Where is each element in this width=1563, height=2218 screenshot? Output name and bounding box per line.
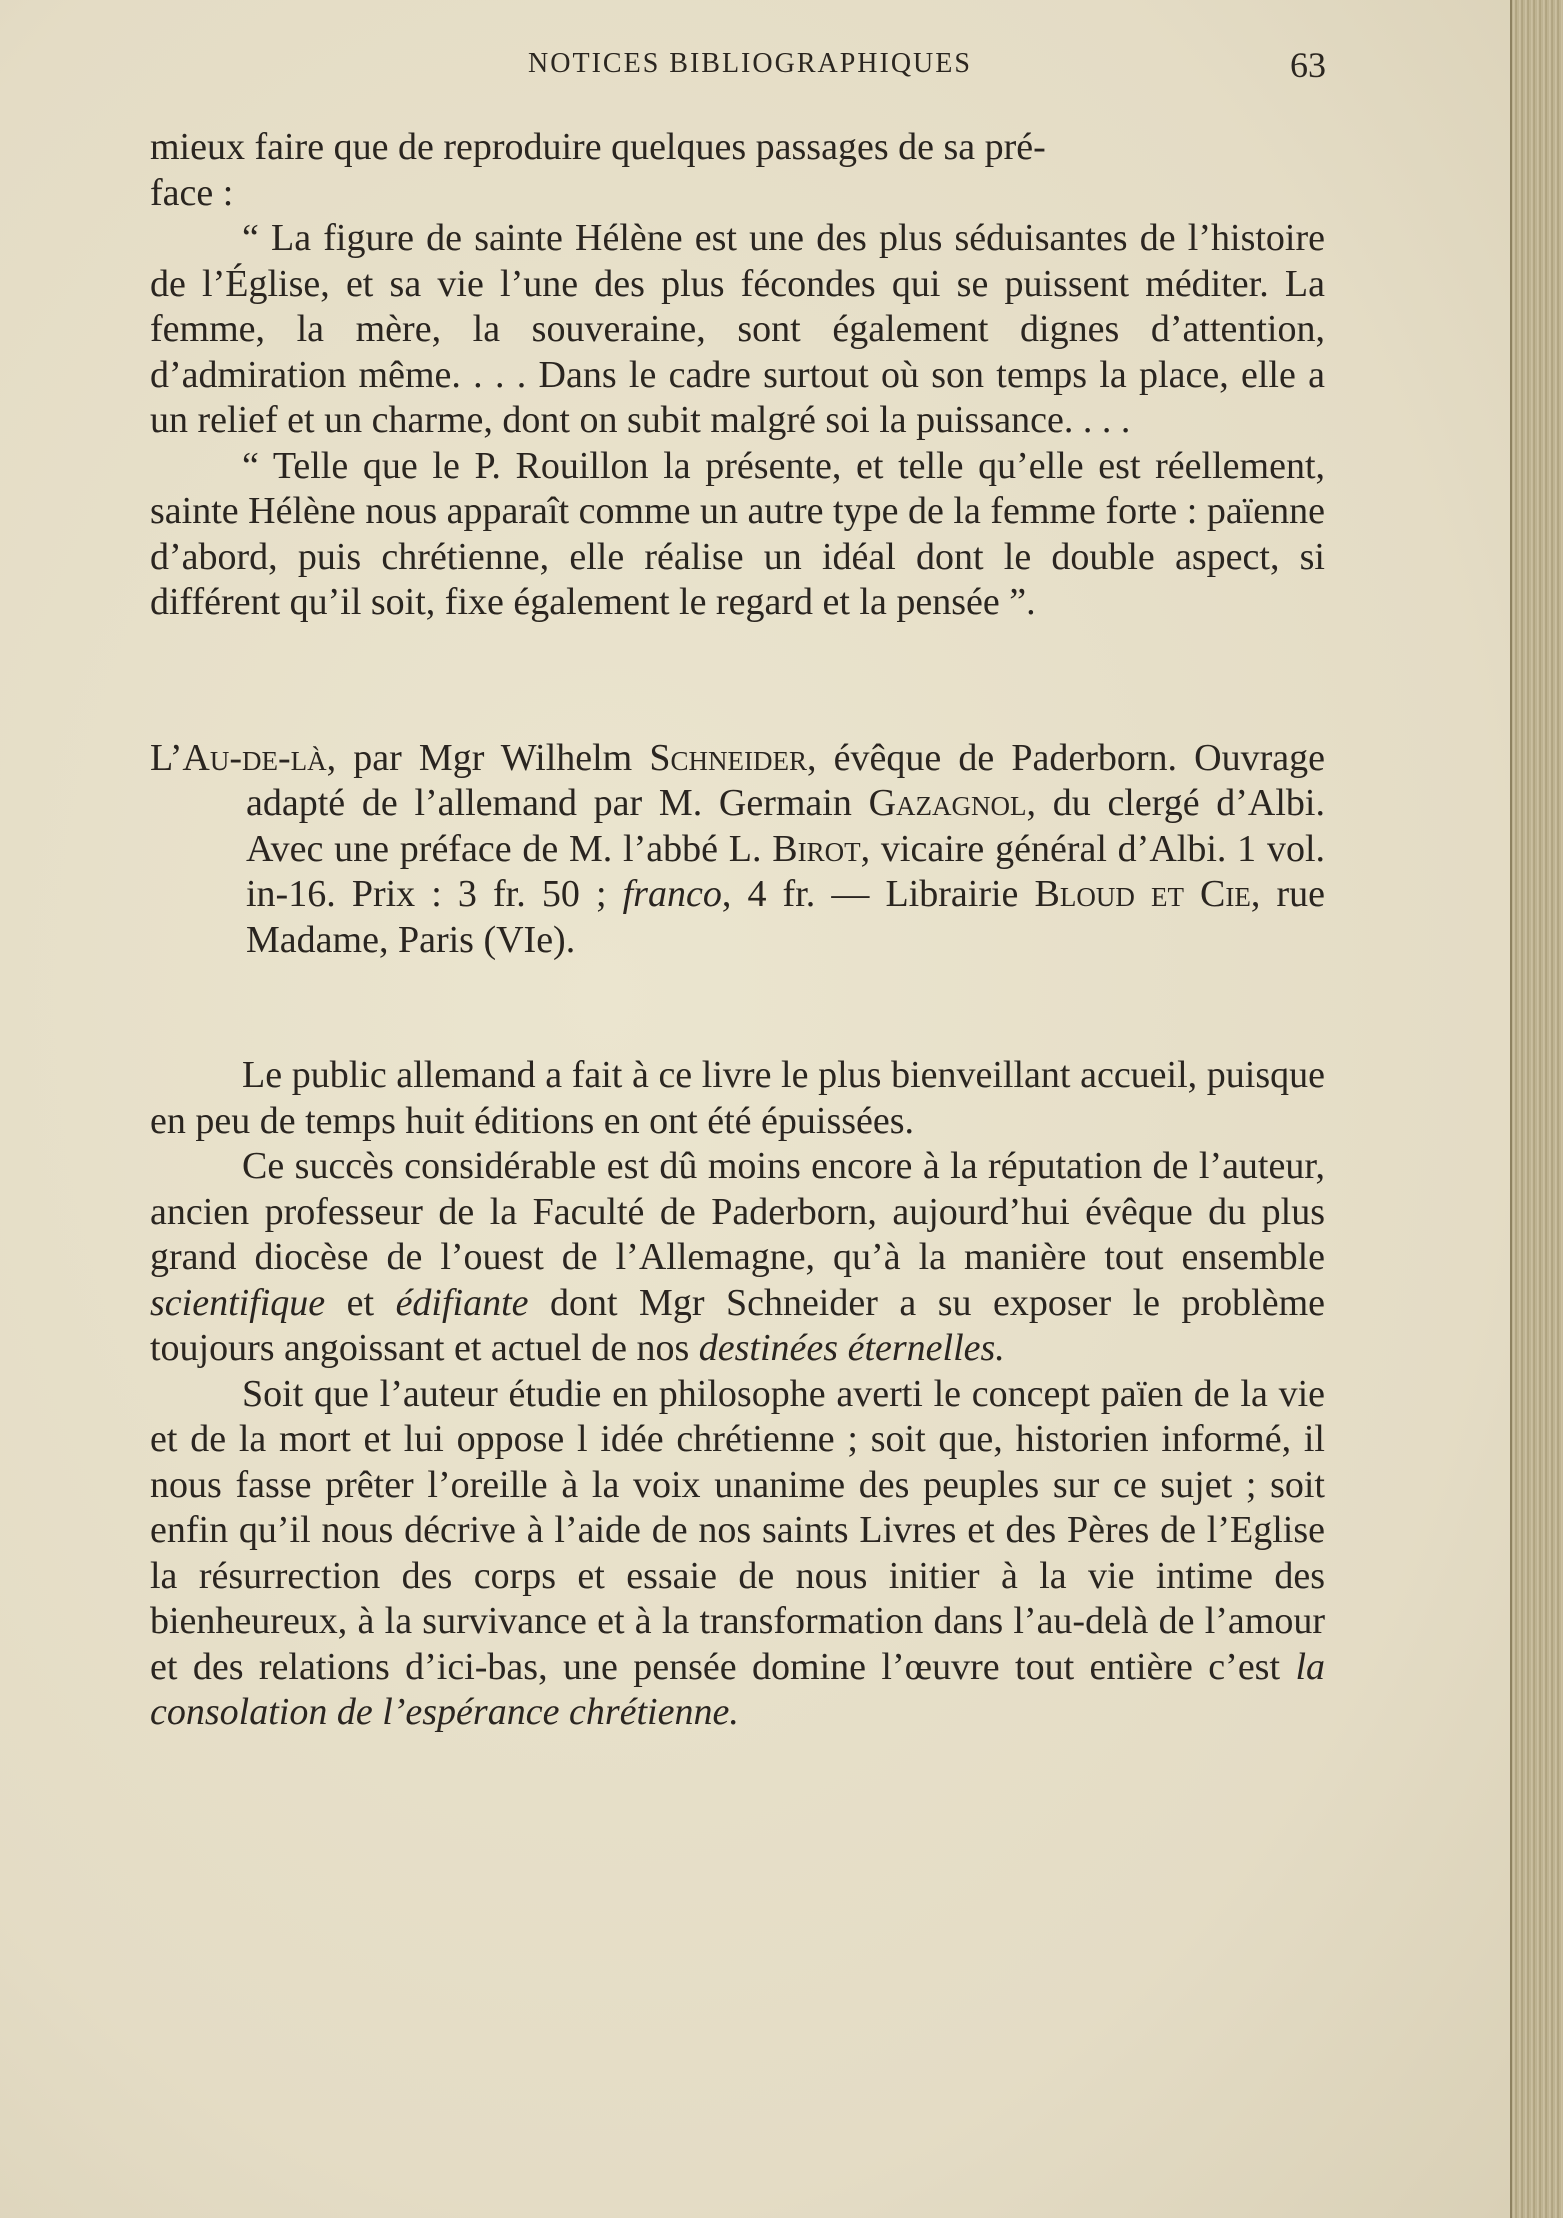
quote-paragraph-2: “ Telle que le P. Rouillon la présente, et telle qu’elle est réellement, sainte Hélène nous apparaît comme un autre type de la femme forte : païenne d’abord, puis chrétienne, elle réalise un idéal dont le double aspect, si différent qu’il soit, fixe également le regard et la pensée ”. (150, 444, 1325, 623)
franco-label: franco (622, 873, 722, 915)
quote-paragraph-1: “ La figure de sainte Hélène est une des plus séduisantes de l’histoire de l’Église, et sa vie l’une des plus fécondes qui se puissent méditer. La femme, la mère, la souveraine, sont également dignes d’attention, d’admiration même. . . . Dans le cadre surtout où son temps la place, elle a un relief et un charme, dont on subit malgré soi la puissance. . . . (150, 217, 1325, 441)
publisher-name: Bloud et Cie (1034, 873, 1251, 915)
book-spine-edge (1510, 0, 1563, 2218)
quote-intro-line-1: mieux faire que de reproduire quelques passages de sa pré- (150, 126, 1046, 168)
review-paragraph-3: Soit que l’auteur étudie en philosophe averti le concept païen de la vie et de la mort et lui oppose l idée chrétienne ; soit que, historien informé, il nous fasse prêter l’oreille à la voix unanime des peuples sur ce sujet ; soit enfin qu’il nous décrive à l’aide de nos saints Livres et des Pères de l’Eglise la résurrection des corps et essaie de nous initier à la vie intime des bienheureux, à la survivance et à la transformation dans l’au-delà de l’amour et des relations d’ici-bas, une pensée domine l’œuvre tout entière c’est la consolation de l’espérance chrétienne. (150, 1372, 1325, 1733)
section-spacer (150, 963, 1325, 1053)
page-number: 63 (1290, 45, 1326, 85)
review-paragraph-2: Ce succès considérable est dû moins encore à la réputation de l’auteur, ancien professeur de la Faculté de Paderborn, aujourd’hui évêque du plus grand diocèse de l’ouest de l’Allemagne, qu’à la manière tout ensemble scientifique et édifiante dont Mgr Schneider a su exposer le problème toujours angoissant et actuel de nos destinées éternelles. (150, 1145, 1325, 1369)
book-title: L’Au-de-là (150, 736, 327, 779)
page-header (0, 42, 1510, 92)
preface-author-name: Birot (772, 827, 861, 870)
running-head: NOTICES BIBLIOGRAPHIQUES (528, 48, 972, 79)
page-body (150, 125, 1325, 1736)
quote-intro-line-2: face : (150, 171, 234, 214)
section-spacer (150, 626, 1325, 736)
quote-intro (150, 125, 1325, 216)
review-paragraph-1: Le public allemand a fait à ce livre le plus bienveillant accueil, puisque en peu de temps huit éditions en ont été épuissées. (150, 1054, 1325, 1142)
bibliographic-entry: L’Au-de-là, par Mgr Wilhelm Schneider, évêque de Paderborn. Ouvrage adapté de l’allemand par M. Germain Gazagnol, du clergé d’Albi. Avec une préface de M. l’abbé L. Birot, vicaire général d’Albi. 1 vol. in-16. Prix : 3 fr. 50 ; franco, 4 fr. — Librairie Bloud et Cie, rue Madame, Paris (VIe). (150, 736, 1326, 961)
translator-name: Gazagnol (868, 782, 1027, 824)
author-name: Schneider (649, 736, 807, 779)
